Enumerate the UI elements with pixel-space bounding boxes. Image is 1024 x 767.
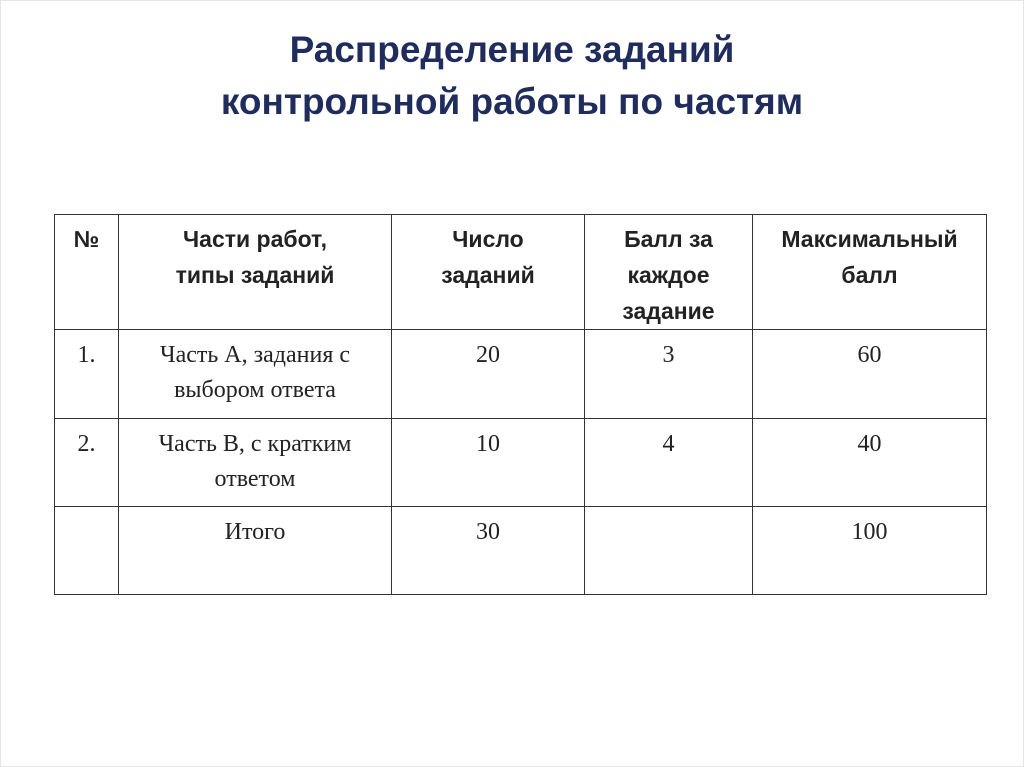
title-line-1: Распределение заданий: [289, 29, 735, 70]
table-row: [55, 330, 987, 419]
cell-total-label: Итого: [119, 507, 392, 595]
header-number: №: [55, 215, 119, 330]
cell-total-task-count: 30: [392, 507, 585, 595]
cell-score-per-task: 3: [585, 330, 753, 419]
table-header-row: [55, 215, 987, 330]
page-title: [0, 24, 1024, 128]
header-max-score: Максимальный балл: [753, 215, 987, 330]
header-parts: Части работ, типы заданий: [119, 215, 392, 330]
cell-max-score: 60: [753, 330, 987, 419]
cell-number: 1.: [55, 330, 119, 419]
cell-total-max-score: 100: [753, 507, 987, 595]
cell-score-per-task: 4: [585, 419, 753, 507]
cell-task-count: 10: [392, 419, 585, 507]
header-score-per-task: Балл за каждое задание: [585, 215, 753, 330]
cell-max-score: 40: [753, 419, 987, 507]
cell-task-count: 20: [392, 330, 585, 419]
cell-number: 2.: [55, 419, 119, 507]
cell-part: Часть А, задания с выбором ответа: [119, 330, 392, 419]
title-line-2: контрольной работы по частям: [220, 81, 804, 122]
distribution-table: [54, 214, 987, 595]
cell-total-score-per-task: [585, 507, 753, 595]
table-total-row: [55, 507, 987, 595]
table-row: [55, 419, 987, 507]
header-task-count: Число заданий: [392, 215, 585, 330]
cell-number: [55, 507, 119, 595]
cell-part: Часть В, с кратким ответом: [119, 419, 392, 507]
